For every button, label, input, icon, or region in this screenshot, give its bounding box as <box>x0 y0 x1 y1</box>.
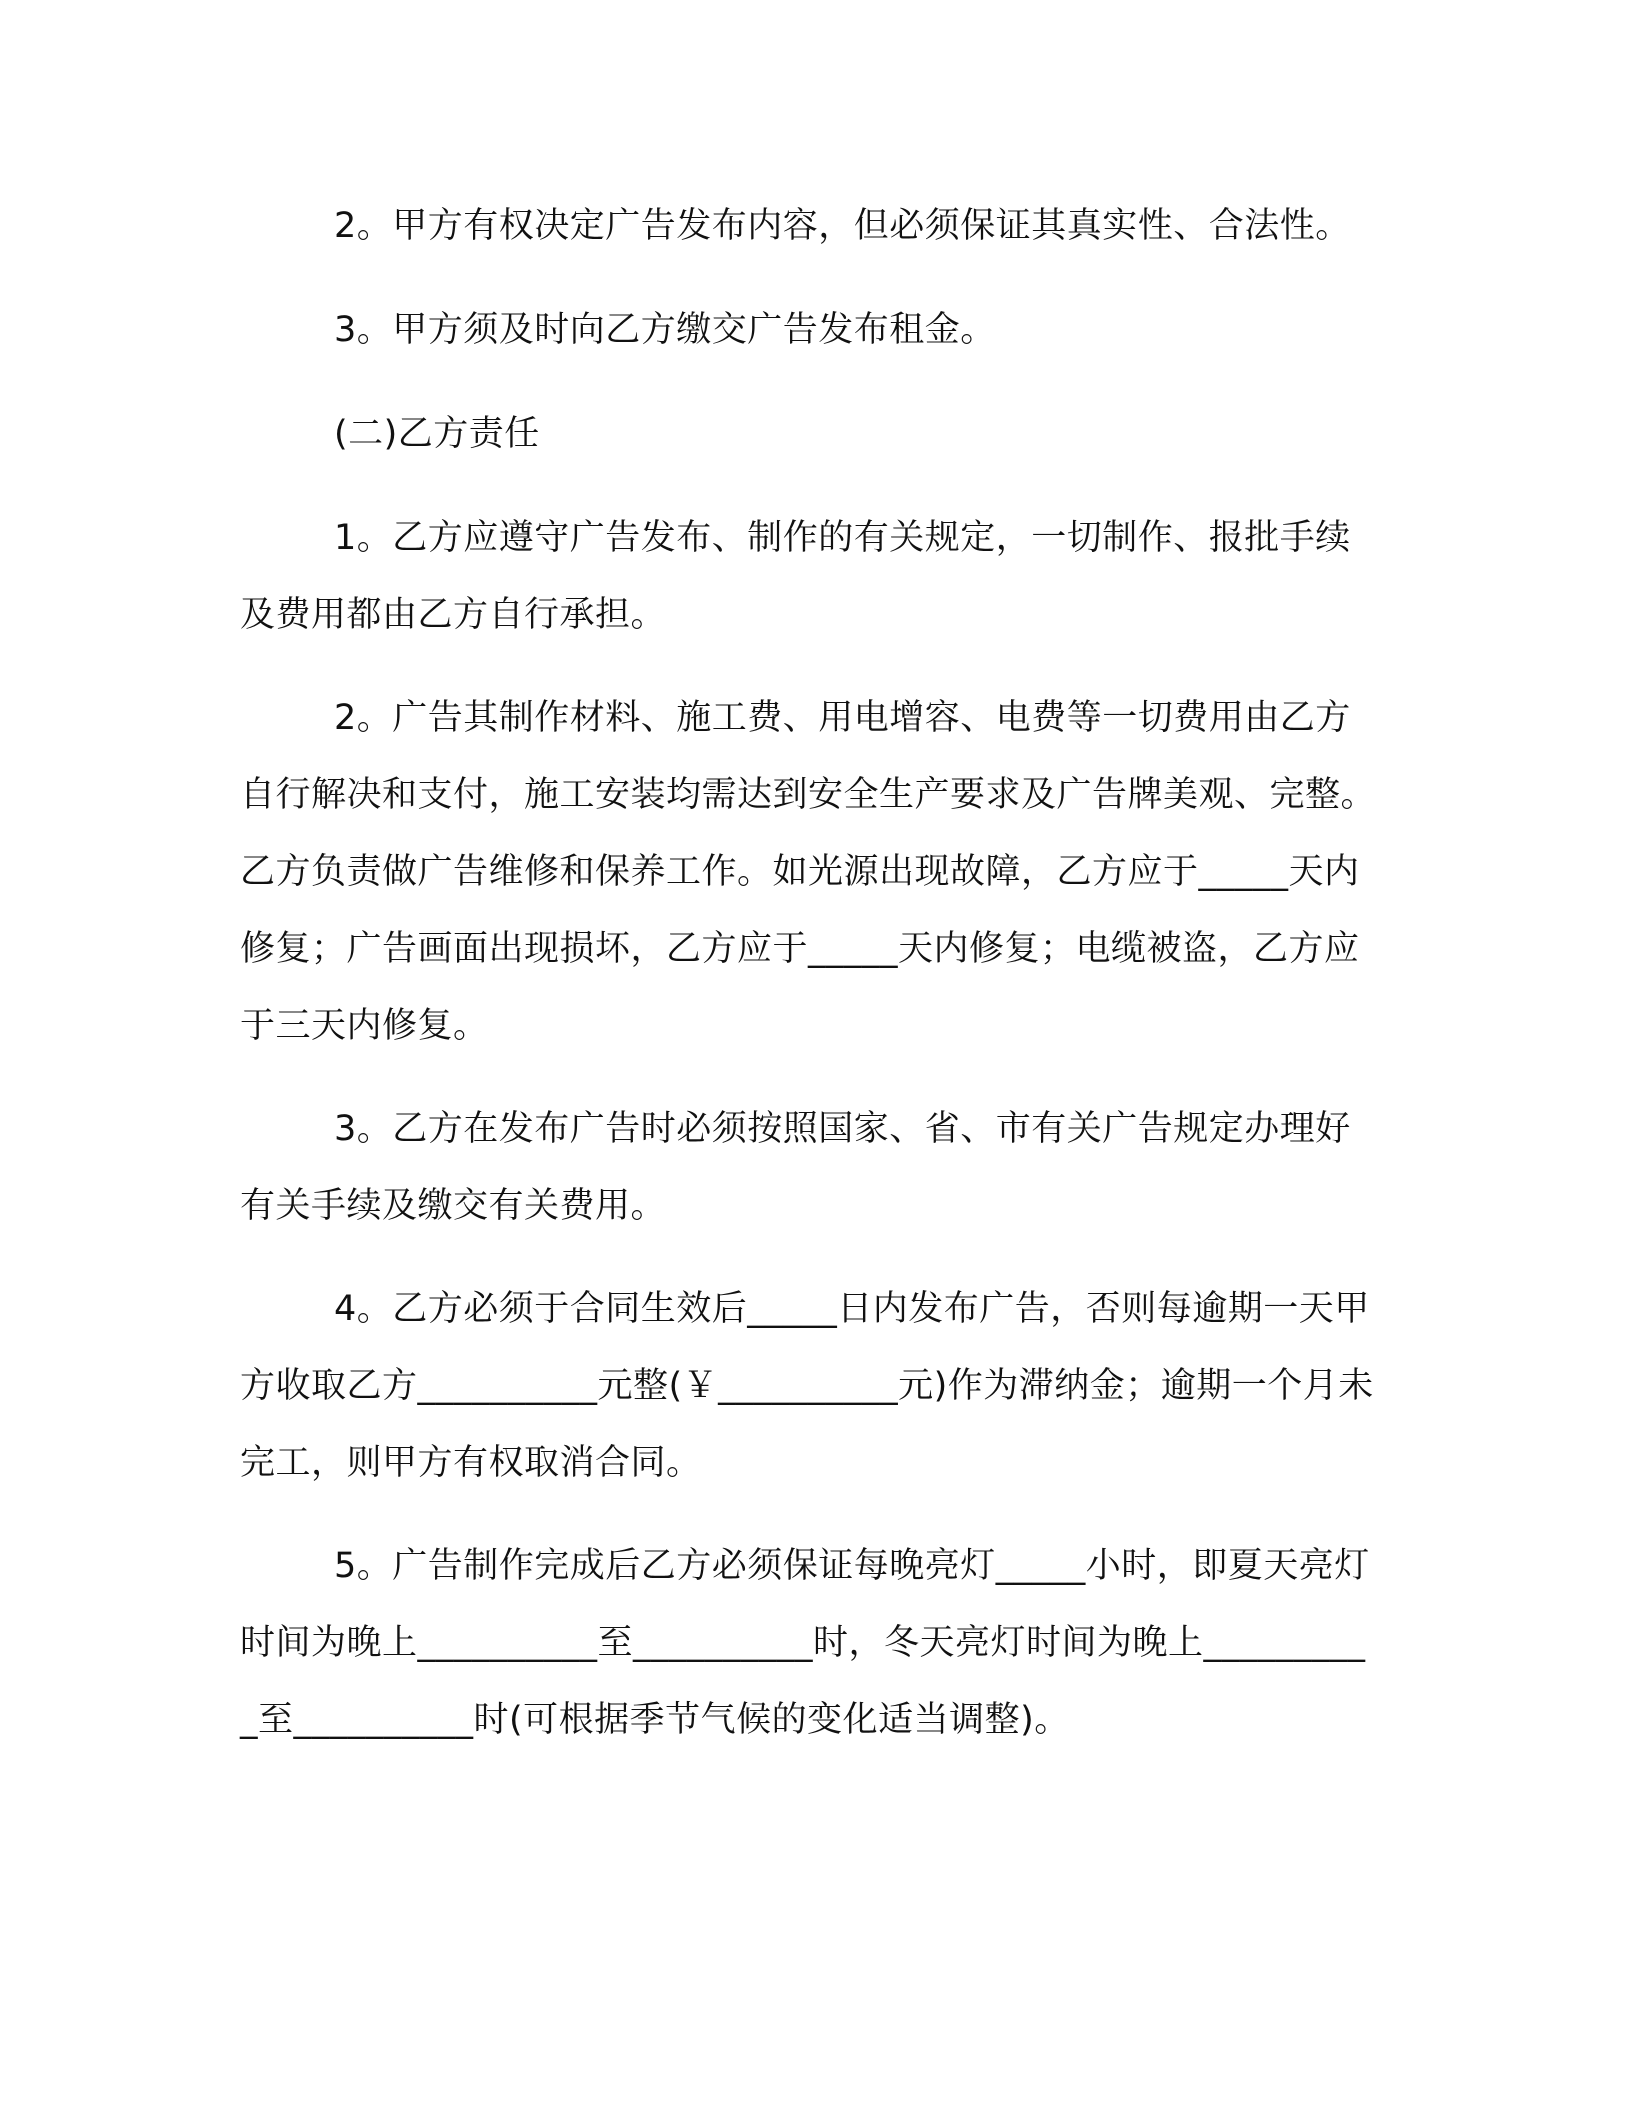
paragraph-party-b-4: 4。乙方必须于合同生效后_____日内发布广告，否则每逾期一天甲方收取乙方__________元整(￥__________元)作为滞纳金；逾期一个月未完工，则甲方有权取消合同。 <box>240 1289 1374 1483</box>
paragraph-party-a-3: 3。甲方须及时向乙方缴交广告发布租金。 <box>334 310 996 350</box>
paragraph-party-a-2: 2。甲方有权决定广告发布内容，但必须保证其真实性、合法性。 <box>334 206 1351 246</box>
paragraph-party-b-5: 5。广告制作完成后乙方必须保证每晚亮灯_____小时，即夏天亮灯时间为晚上__________至__________时，冬天亮灯时间为晚上__________至__________时(可根据季节气候的变化适当调整)。 <box>240 1546 1370 1740</box>
paragraph-party-b-1: 1。乙方应遵守广告发布、制作的有关规定，一切制作、报批手续及费用都由乙方自行承担。 <box>240 518 1351 635</box>
section-heading-party-b: (二)乙方责任 <box>334 414 540 454</box>
paragraph-party-b-2: 2。广告其制作材料、施工费、用电增容、电费等一切费用由乙方自行解决和支付，施工安装均需达到安全生产要求及广告牌美观、完整。乙方负责做广告维修和保养工作。如光源出现故障，乙方应于_____天内修复；广告画面出现损坏，乙方应于_____天内修复；电缆被盗，乙方应于三天内修复。 <box>240 698 1377 1046</box>
paragraph-party-b-3: 3。乙方在发布广告时必须按照国家、省、市有关广告规定办理好有关手续及缴交有关费用。 <box>240 1109 1351 1226</box>
document-page <box>240 188 1380 1759</box>
